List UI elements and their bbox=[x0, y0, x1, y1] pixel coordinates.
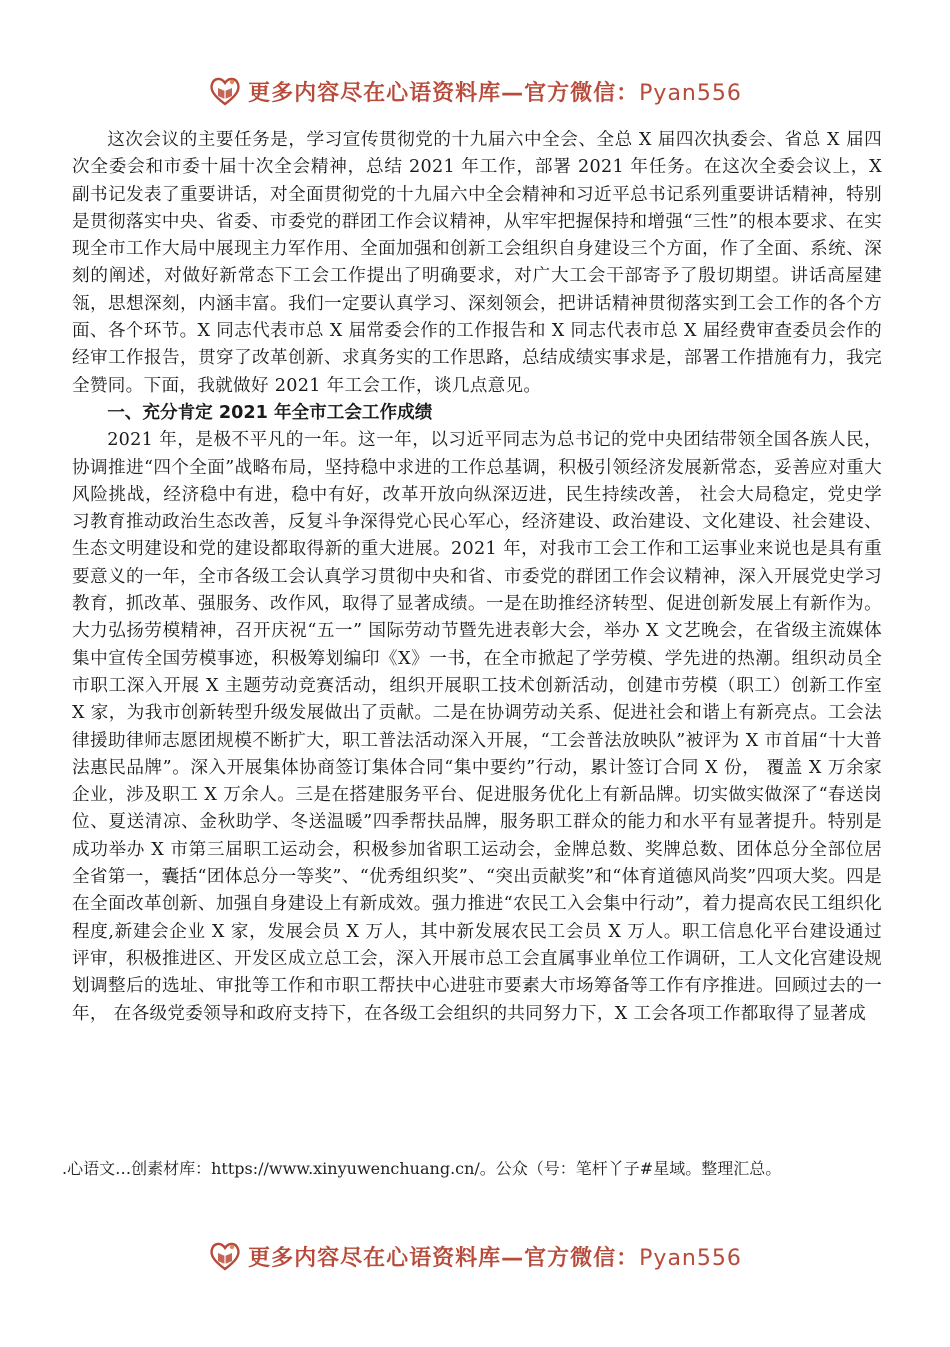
heart-book-logo-icon bbox=[208, 1239, 242, 1273]
document-body bbox=[72, 127, 882, 1028]
banner-wechat-id: Pyan556 bbox=[639, 80, 742, 106]
source-note: .心语文…创素材库：https://www.xinyuwenchuang.cn/。公众（号：笔杆丫子#星域。整理汇总。 bbox=[62, 1159, 782, 1178]
section-paragraph: 2021 年，是极不平凡的一年。这一年，以习近平同志为总书记的党中央团结带领全国各族人民，协调推进“四个全面”战略布局，坚持稳中求进的工作总基调，积极引领经济发展新常态，妥善应对重大风险挑战，经济稳中有进，稳中有好，改革开放向纵深迈进，民生持续改善， 社会大局稳定，党史学习教育推动政治生态改善，反复斗争深得党心民心军心，经济建设、政治建设、文化建设、社会建设、生态文明建设和党的建设都取得新的重大进展。2021 年，对我市工会工作和工运事业来说也是具有重要意义的一年，全市各级工会认真学习贯彻中央和省、市委党的群团工作会议精神，深入开展党史学习教育，抓改革、强服务、改作风，取得了显著成绩。一是在助推经济转型、促进创新发展上有新作为。大力弘扬劳模精神，召开庆祝“五一” 国际劳动节暨先进表彰大会，举办 X 文艺晚会，在省级主流媒体集中宣传全国劳模事迹，积极筹划编印《X》一书，在全市掀起了学劳模、学先进的热潮。组织动员全市职工深入开展 X 主题劳动竞赛活动，组织开展职工技术创新活动，创建市劳模（职工）创新工作室 X 家，为我市创新转型升级发展做出了贡献。二是在协调劳动关系、促进社会和谐上有新亮点。工会法律援助律师志愿团规模不断扩大，职工普法活动深入开展，“工会普法放映队”被评为 X 市首届“十大普法惠民品牌”。深入开展集体协商签订集体合同“集中要约”行动，累计签订合同 X 份， 覆盖 X 万余家企业，涉及职工 X 万余人。三是在搭建服务平台、促进服务优化上有新品牌。切实做实做深了“春送岗位、夏送清凉、金秋助学、冬送温暖”四季帮扶品牌，服务职工群众的能力和水平有显著提升。特别是成功举办 X 市第三届职工运动会，积极参加省职工运动会，金牌总数、奖牌总数、团体总分全部位居全省第一，囊括“团体总分一等奖”、“优秀组织奖”、“突出贡献奖”和“体育道德风尚奖”四项大奖。四是在全面改革创新、加强自身建设上有新成效。强力推进“农民工入会集中行动”，着力提高农民工组织化程度,新建会企业 X 家，发展会员 X 万人，其中新发展农民工会员 X 万人。职工信息化平台建设通过评审，积极推进区、开发区成立总工会，深入开展市总工会直属事业单位工作调研，工人文化宫建设规划调整后的选址、审批等工作和市职工帮扶中心进驻市要素大市场筹备等工作有序推进。回顾过去的一年， 在各级党委领导和政府支持下，在各级工会组织的共同努力下，X 工会各项工作都取得了显著成 bbox=[72, 430, 882, 1024]
header-banner bbox=[0, 71, 950, 111]
banner-wechat-id: Pyan556 bbox=[639, 1245, 742, 1271]
banner-text bbox=[248, 76, 742, 107]
footer-banner bbox=[0, 1236, 950, 1276]
section-heading: 一、充分肯定 2021 年全市工会工作成绩 bbox=[107, 402, 433, 423]
banner-title: 更多内容尽在心语资料库—官方微信： bbox=[248, 1245, 640, 1271]
banner-title: 更多内容尽在心语资料库—官方微信： bbox=[248, 80, 640, 106]
heart-book-logo-icon bbox=[208, 74, 242, 108]
banner-text bbox=[248, 1241, 742, 1272]
intro-paragraph: 这次会议的主要任务是，学习宣传贯彻党的十九届六中全会、全总 X 届四次执委会、省总 X 届四次全委会和市委十届十次全会精神，总结 2021 年工作，部署 2021 年任务。在这次全委会议上，X 副书记发表了重要讲话，对全面贯彻党的十九届六中全会精神和习近平总书记系列重要讲话精神，特别是贯彻落实中央、省委、市委党的群团工作会议精神，从牢牢把握保持和增强“三性”的根本要求、在实现全市工作大局中展现主力军作用、全面加强和创新工会组织自身建设三个方面，作了全面、系统、深刻的阐述，对做好新常态下工会工作提出了明确要求，对广大工会干部寄予了殷切期望。讲话高屋建瓴，思想深刻，内涵丰富。我们一定要认真学习、深刻领会，把讲话精神贯彻落实到工会工作的各个方面、各个环节。X 同志代表市总 X 届常委会作的工作报告和 X 同志代表市总 X 届经费审查委员会作的经审工作报告，贯穿了改革创新、求真务实的工作思路，总结成绩实事求是，部署工作措施有力，我完全赞同。下面，我就做好 2021 年工会工作，谈几点意见。 bbox=[72, 130, 882, 396]
